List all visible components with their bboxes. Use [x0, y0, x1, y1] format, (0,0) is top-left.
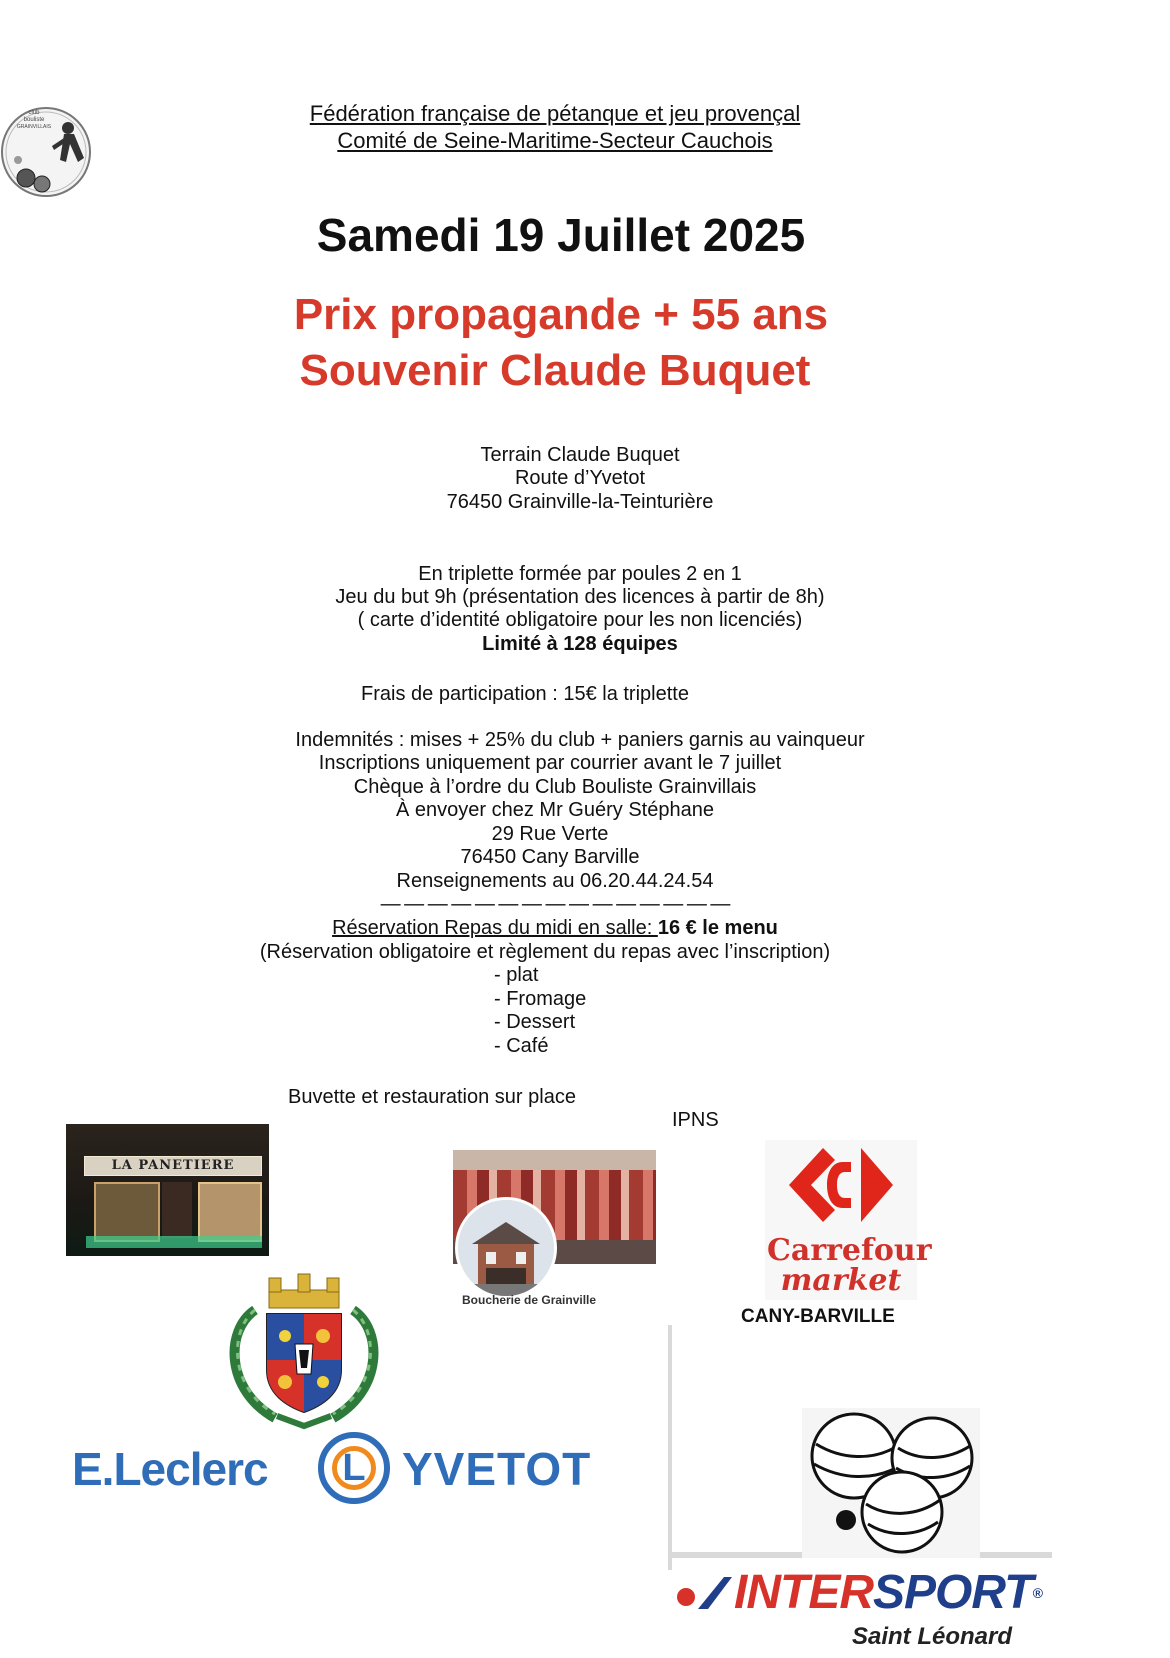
- event-title-line1: Prix propagande + 55 ans: [293, 290, 829, 339]
- menu-item: - Dessert: [494, 1011, 576, 1033]
- menu-item: - plat: [494, 964, 539, 986]
- intersport-city: Saint Léonard: [852, 1623, 1013, 1650]
- ipns-mark: IPNS: [672, 1109, 719, 1131]
- carrefour-market-word: market: [780, 1263, 902, 1298]
- meal-note: (Réservation obligatoire et règlement du repas avec l’inscription): [259, 941, 831, 963]
- carrefour-market-logo: [765, 1140, 932, 1300]
- event-date: Samedi 19 Juillet 2025: [316, 209, 806, 261]
- id-requirement-line: ( carte d’identité obligatoire pour les non licenciés): [357, 609, 803, 631]
- carrefour-city: CANY-BARVILLE: [741, 1306, 895, 1327]
- boucherie-house-avatar: [455, 1197, 557, 1299]
- registration-line: Inscriptions uniquement par courrier avant le 7 juillet: [318, 752, 782, 774]
- la-panetiere-logo: [66, 1124, 269, 1256]
- panetiere-sign: LA PANETIERE: [84, 1156, 262, 1176]
- team-limit: Limité à 128 équipes: [482, 633, 678, 655]
- club-logo-text-2: bouliste: [23, 117, 45, 123]
- committee-title: Comité de Seine-Maritime-Secteur Cauchois: [337, 128, 773, 153]
- buvette-line: Buvette et restauration sur place: [288, 1086, 576, 1108]
- menu-list: [494, 964, 586, 1058]
- meal-label: Réservation Repas du midi en salle:: [332, 917, 658, 939]
- federation-title: Fédération française de pétanque et jeu provençal: [309, 101, 801, 126]
- leclerc-l-icon: L: [342, 1447, 366, 1489]
- carrefour-wordmark: Carrefour: [767, 1233, 932, 1268]
- cheque-line: Chèque à l’ordre du Club Bouliste Grainvillais: [353, 776, 757, 798]
- leclerc-wordmark: E.Leclerc: [72, 1443, 268, 1495]
- intersport-registered-mark: ®: [1032, 1585, 1042, 1601]
- venue-road: Route d’Yvetot: [514, 467, 646, 489]
- coat-of-arms-logo: [215, 1270, 393, 1430]
- divider-vertical: [668, 1325, 672, 1570]
- club-logo-text-3: GRAINVILLAIS: [16, 124, 52, 130]
- event-title-line2: Souvenir Claude Buquet: [299, 346, 811, 395]
- leclerc-city: YVETOT: [402, 1443, 592, 1495]
- separator-line: — — — — — — — — — — — — — — —: [380, 893, 730, 915]
- address-city: 76450 Cany Barville: [460, 846, 640, 868]
- fees-line: Frais de participation : 15€ la triplette: [361, 683, 689, 705]
- intersport-inter: INTER: [734, 1566, 873, 1619]
- leclerc-logo: [72, 1430, 592, 1510]
- club-logo-text-1: club: [28, 110, 40, 116]
- intersport-wordmark: [734, 1567, 1042, 1619]
- phone-info: Renseignements au 06.20.44.24.54: [396, 870, 714, 892]
- venue-city: 76450 Grainville-la-Teinturière: [446, 491, 714, 513]
- venue-name: Terrain Claude Buquet: [480, 444, 680, 466]
- intersport-logo: [676, 1563, 1056, 1658]
- boucherie-caption: Boucherie de Grainville: [462, 1293, 597, 1307]
- send-to-line: À envoyer chez Mr Guéry Stéphane: [396, 799, 714, 821]
- address-street: 29 Rue Verte: [491, 823, 609, 845]
- meal-price: 16 € le menu: [657, 917, 778, 939]
- meal-reservation: [0, 917, 1135, 940]
- schedule-line: Jeu du but 9h (présentation des licences à partir de 8h): [335, 586, 825, 608]
- petanque-boules-icon: [802, 1408, 980, 1558]
- indemnities-line: Indemnités : mises + 25% du club + paniers garnis au vainqueur: [295, 729, 865, 751]
- menu-item: - Fromage: [494, 987, 587, 1010]
- intersport-sport: SPORT: [873, 1566, 1033, 1619]
- menu-item: - Café: [494, 1034, 549, 1057]
- format-line: En triplette formée par poules 2 en 1: [418, 563, 742, 585]
